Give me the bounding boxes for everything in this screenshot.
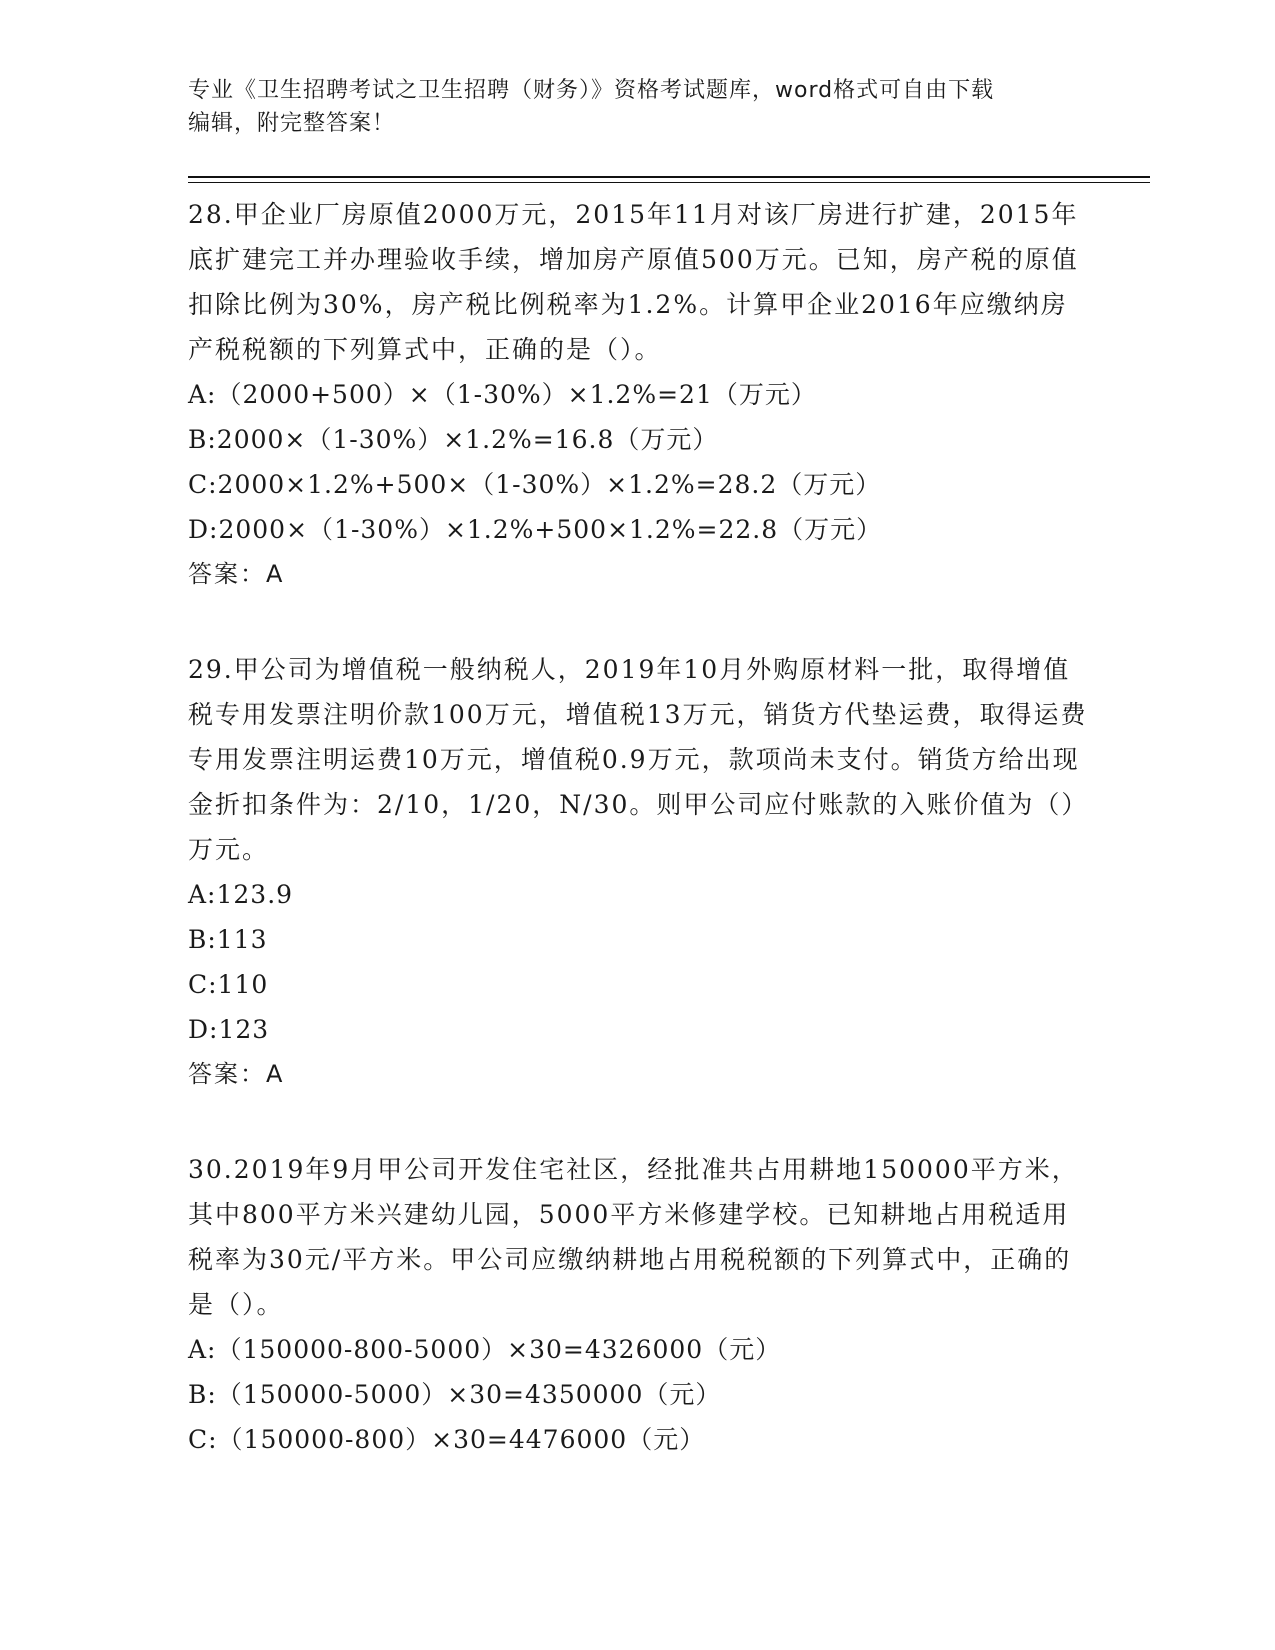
header-divider-thick [188,176,1150,178]
option-c: C:2000×1.2%+500×（1-30%）×1.2%=28.2（万元） [188,470,882,499]
question-stem: 28.甲企业厂房原值2000万元，2015年11月对该厂房进行扩建，2015年底扩建完工并办理验收手续，增加房产原值500万元。已知，房产税的原值扣除比例为30%，房产税比例税率为1.2%。计算甲企业2016年应缴纳房产税税额的下列算式中，正确的是（）。 [188,200,1079,364]
header-line-2: 编辑，附完整答案！ [188,111,396,136]
answer-line: 答案：A [188,1060,285,1088]
option-d: D:123 [188,1015,270,1044]
header-line-1: 专业《卫生招聘考试之卫生招聘（财务）》资格考试题库，word格式可自由下载 [188,78,995,103]
header-divider-thin [188,182,1150,183]
option-c: C:（150000-800）×30=4476000（元） [188,1425,706,1454]
option-b: B:113 [188,925,268,954]
question-stem: 30.2019年9月甲公司开发住宅社区，经批准共占用耕地150000平方米，其中800平方米兴建幼儿园，5000平方米修建学校。已知耕地占用税适用税率为30元/平方米。甲公司应缴纳耕地占用税税额的下列算式中，正确的是（）。 [188,1155,1079,1319]
question-spacer [188,597,1088,647]
question-30 [188,1147,1088,1462]
option-a: A:（2000+500）×（1-30%）×1.2%=21（万元） [188,380,817,409]
question-list [188,192,1088,1462]
question-spacer [188,1097,1088,1147]
question-29 [188,647,1088,1097]
document-header [188,74,1088,140]
option-b: B:2000×（1-30%）×1.2%=16.8（万元） [188,425,719,454]
option-b: B:（150000-5000）×30=4350000（元） [188,1380,722,1409]
question-stem: 29.甲公司为增值税一般纳税人，2019年10月外购原材料一批，取得增值税专用发票注明价款100万元，增值税13万元，销货方代垫运费，取得运费专用发票注明运费10万元，增值税0.9万元，款项尚未支付。销货方给出现金折扣条件为：2/10，1/20，N/30。则甲公司应付账款的入账价值为（）万元。 [188,655,1088,864]
option-a: A:（150000-800-5000）×30=4326000（元） [188,1335,782,1364]
option-a: A:123.9 [188,880,294,909]
question-28 [188,192,1088,597]
option-d: D:2000×（1-30%）×1.2%+500×1.2%=22.8（万元） [188,515,883,544]
option-c: C:110 [188,970,269,999]
answer-line: 答案：A [188,560,285,588]
